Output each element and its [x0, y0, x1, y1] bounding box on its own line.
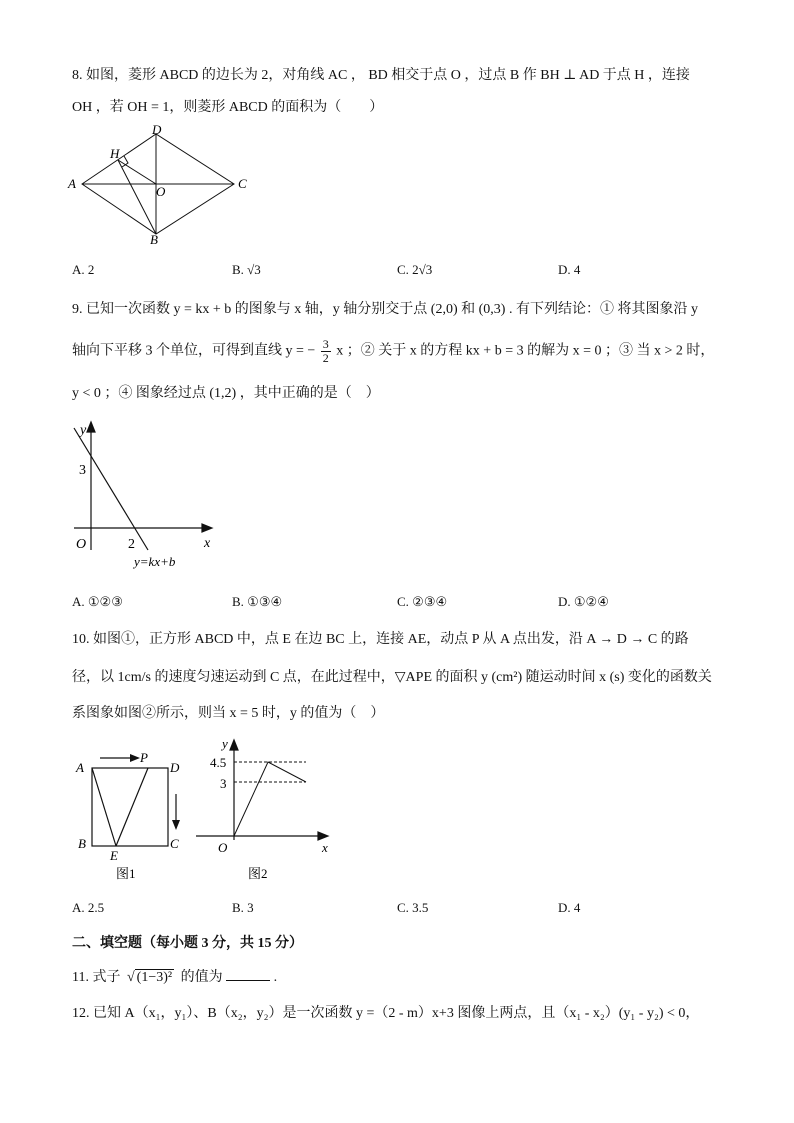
- q9-line2-part-a: 轴向下平移 3 个单位，可得到直线 y = −: [72, 343, 316, 359]
- segment-pe: [116, 768, 148, 846]
- q10-option-b[interactable]: B. 3: [232, 900, 254, 915]
- q11-line: [72, 966, 277, 989]
- function-line: [74, 428, 148, 550]
- q11-suffix: 的值为: [180, 970, 223, 985]
- q10-figure-1: [72, 750, 192, 885]
- q11-answer-blank[interactable]: [226, 966, 270, 981]
- fig1-label-e: E: [110, 848, 118, 863]
- q9-option-a[interactable]: A. ①②③: [72, 594, 123, 609]
- q8-option-c[interactable]: C. 2√3: [397, 262, 433, 277]
- q9-fraction-numerator: 3: [322, 337, 329, 351]
- fig1-label-d: D: [170, 760, 180, 775]
- sqrt-sign-icon: √: [126, 970, 135, 985]
- q10-option-d[interactable]: D. 4: [558, 900, 581, 915]
- q10-text-line3: 系图象如图②所示，则当 x = 5 时，y 的值为（ ）: [72, 706, 385, 721]
- fig2-tick-3: 3: [220, 776, 227, 791]
- label-h: H: [110, 146, 120, 161]
- q11-end: .: [273, 970, 278, 985]
- q9-text-line2: [72, 338, 714, 365]
- arrow-right-head: [130, 754, 140, 762]
- fig1-caption: 图1: [116, 866, 136, 881]
- q9-option-b[interactable]: B. ①③④: [232, 594, 283, 609]
- q10-option-c[interactable]: C. 3.5: [397, 900, 429, 915]
- label-c: C: [238, 176, 247, 191]
- label-a: A: [68, 176, 76, 191]
- fig2-tick-4-5: 4.5: [210, 755, 227, 770]
- q10-figure-2: [196, 734, 336, 884]
- q8-rhombus-figure: [66, 124, 256, 246]
- q9-text-line1: 9. 已知一次函数 y = kx + b 的图象与 x 轴，y 轴分别交于点 (2,0) 和 (0,3) . 有下列结论：① 将其图象沿 y: [72, 302, 698, 317]
- q11-radicand: (1−3)²: [136, 970, 173, 985]
- fig2-axis-label-y: y: [222, 736, 228, 751]
- fig2-caption: 图2: [248, 866, 268, 881]
- arrow-down-head: [172, 820, 180, 830]
- fig2-function-graph: [234, 762, 306, 836]
- origin-label: O: [76, 537, 87, 552]
- y-intercept-label: 3: [79, 463, 86, 478]
- fig1-label-a: A: [76, 760, 84, 775]
- fig2-origin-label: O: [218, 840, 228, 855]
- q8-option-a[interactable]: A. 2: [72, 262, 95, 277]
- label-d: D: [152, 124, 162, 137]
- q8-option-b[interactable]: B. √3: [232, 262, 261, 277]
- axis-label-x: x: [204, 536, 211, 551]
- function-label: y=kx+b: [134, 554, 176, 569]
- q9-text-line3: y < 0 ；④ 图象经过点 (1,2) ，其中正确的是（ ）: [72, 386, 380, 401]
- segment-ae: [92, 768, 116, 846]
- q9-option-d[interactable]: D. ①②④: [558, 594, 609, 609]
- q11-prefix: 11. 式子: [72, 970, 121, 985]
- q8-option-d[interactable]: D. 4: [558, 262, 581, 277]
- label-o: O: [156, 184, 166, 199]
- label-b: B: [150, 232, 158, 246]
- q9-fraction: [321, 338, 331, 365]
- q9-option-c[interactable]: C. ②③④: [397, 594, 448, 609]
- fig1-label-p: P: [140, 750, 148, 765]
- q8-text-line1: 8. 如图，菱形 ABCD 的边长为 2，对角线 AC ， BD 相交于点 O ，过点 B 作 BH ⊥ AD 于点 H ，连接: [72, 68, 690, 83]
- q9-line2-part-b: x ；② 关于 x 的方程 kx + b = 3 的解为 x = 0 ；③ 当 x > 2 时，: [336, 343, 715, 359]
- y-axis-arrow: [87, 422, 95, 432]
- q9-fraction-denominator: 2: [322, 351, 329, 365]
- fig1-label-c: C: [170, 836, 179, 851]
- segment-bh: [118, 160, 156, 234]
- q10-option-a[interactable]: A. 2.5: [72, 900, 105, 915]
- q8-text-line2: OH ，若 OH = 1，则菱形 ABCD 的面积为（ ）: [72, 100, 384, 115]
- fig2-x-axis-arrow: [318, 832, 328, 840]
- q10-text-line1: 10. 如图①，正方形 ABCD 中，点 E 在边 BC 上，连接 AE，动点 P 从 A 点出发，沿 A → D → C 的路: [72, 632, 689, 647]
- fig1-label-b: B: [78, 836, 86, 851]
- fig2-axis-label-x: x: [322, 840, 328, 855]
- q10-text-line2: 径，以 1cm/s 的速度匀速运动到 C 点，在此过程中，▽APE 的面积 y (cm²) 随运动时间 x (s) 变化的函数关: [72, 670, 712, 685]
- q11-sqrt: [127, 967, 174, 989]
- section-title-fill-in: 二、填空题（每小题 3 分，共 15 分）: [72, 936, 303, 951]
- q9-graph-figure: [66, 420, 226, 580]
- x-intercept-label: 2: [128, 537, 135, 552]
- fig2-y-axis-arrow: [230, 740, 238, 750]
- axis-label-y: y: [80, 423, 87, 438]
- x-axis-arrow: [202, 524, 212, 532]
- q12-text-line1: 12. 已知 A（x₁，y₁）、B（x₂，y₂）是一次函数 y =（2 - m）x+3 图像上两点，且（x₁ - x₂）(y₁ - y₂) < 0，: [72, 1006, 700, 1021]
